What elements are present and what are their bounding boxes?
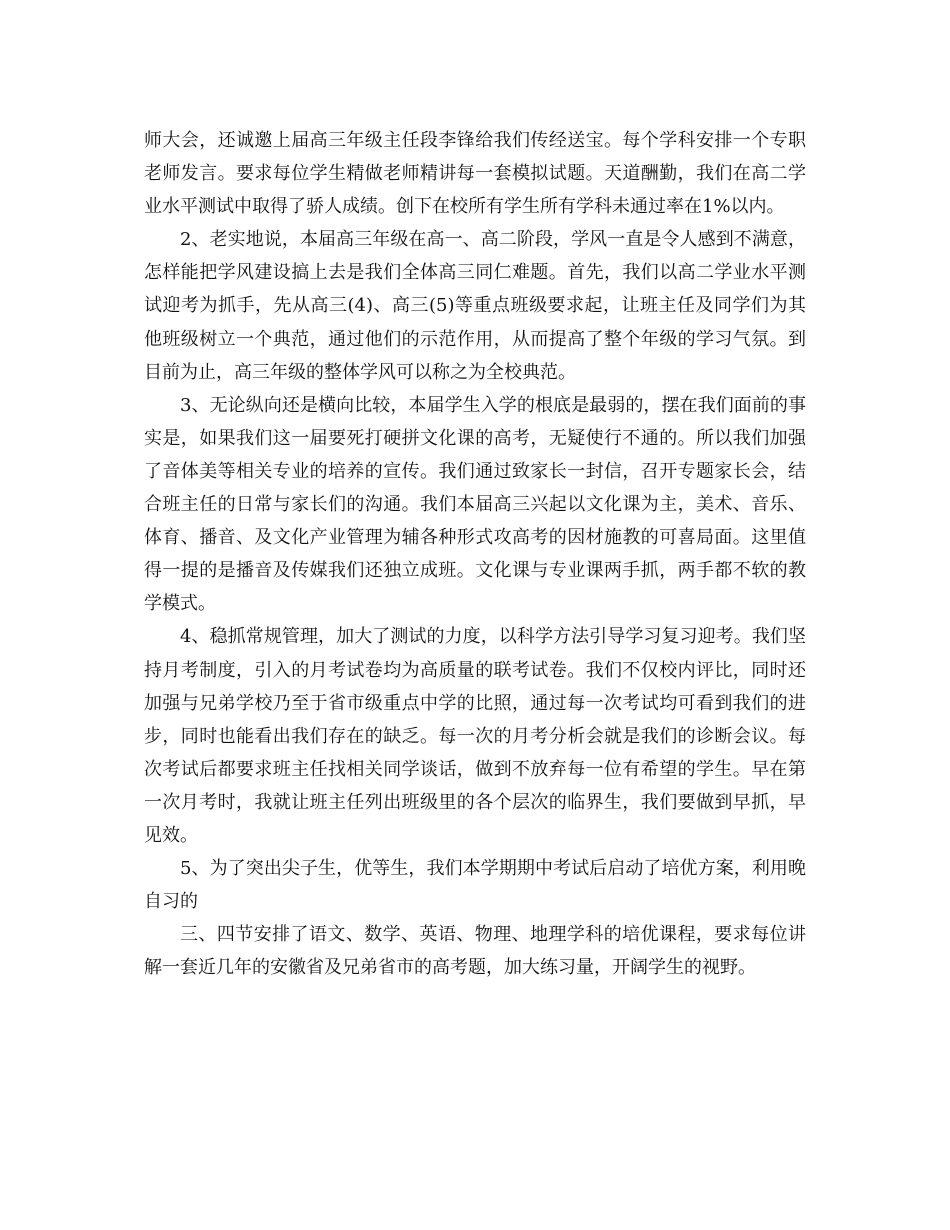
paragraph-continuation: 师大会，还诚邀上届高三年级主任段李锋给我们传经送宝。每个学科安排一个专职老师发言。要求每位学生精做老师精讲每一套模拟试题。天道酬勤，我们在高二学业水平测试中取得了骄人成绩。创下在校所有学生所有学科未通过率在1%以内。 xyxy=(144,130,806,218)
paragraph-item-5: 5、为了突出尖子生，优等生，我们本学期期中考试后启动了培优方案，利用晚自习的 xyxy=(144,858,806,913)
paragraph-item-3-4-sections: 三、四节安排了语文、数学、英语、物理、地理学科的培优课程，要求每位讲解一套近几年的安徽省及兄弟省市的高考题，加大练习量，开阔学生的视野。 xyxy=(144,924,806,979)
paragraph-item-4: 4、稳抓常规管理，加大了测试的力度，以科学方法引导学习复习迎考。我们坚持月考制度，引入的月考试卷均为高质量的联考试卷。我们不仅校内评比，同时还加强与兄弟学校乃至于省市级重点中学的比照，通过每一次考试均可看到我们的进步，同时也能看出我们存在的缺乏。每一次的月考分析会就是我们的诊断会议。每次考试后都要求班主任找相关同学谈话，做到不放弃每一位有希望的学生。早在第一次月考时，我就让班主任列出班级里的各个层次的临界生，我们要做到早抓，早见效。 xyxy=(144,626,806,846)
document-body xyxy=(144,124,806,984)
paragraph-item-2: 2、老实地说，本届高三年级在高一、高二阶段，学风一直是令人感到不满意，怎样能把学风建设搞上去是我们全体高三同仁难题。首先，我们以高二学业水平测试迎考为抓手，先从高三(4)、高三(5)等重点班级要求起，让班主任及同学们为其他班级树立一个典范，通过他们的示范作用，从而提高了整个年级的学习气氛。到目前为止，高三年级的整体学风可以称之为全校典范。 xyxy=(144,229,806,383)
paragraph-item-3: 3、无论纵向还是横向比较，本届学生入学的根底是最弱的，摆在我们面前的事实是，如果我们这一届要死打硬拼文化课的高考，无疑使行不通的。所以我们加强了音体美等相关专业的培养的宣传。我们通过致家长一封信，召开专题家长会，结合班主任的日常与家长们的沟通。我们本届高三兴起以文化课为主，美术、音乐、体育、播音、及文化产业管理为辅各种形式攻高考的因材施教的可喜局面。这里值得一提的是播音及传媒我们还独立成班。文化课与专业课两手抓，两手都不软的教学模式。 xyxy=(144,394,806,615)
